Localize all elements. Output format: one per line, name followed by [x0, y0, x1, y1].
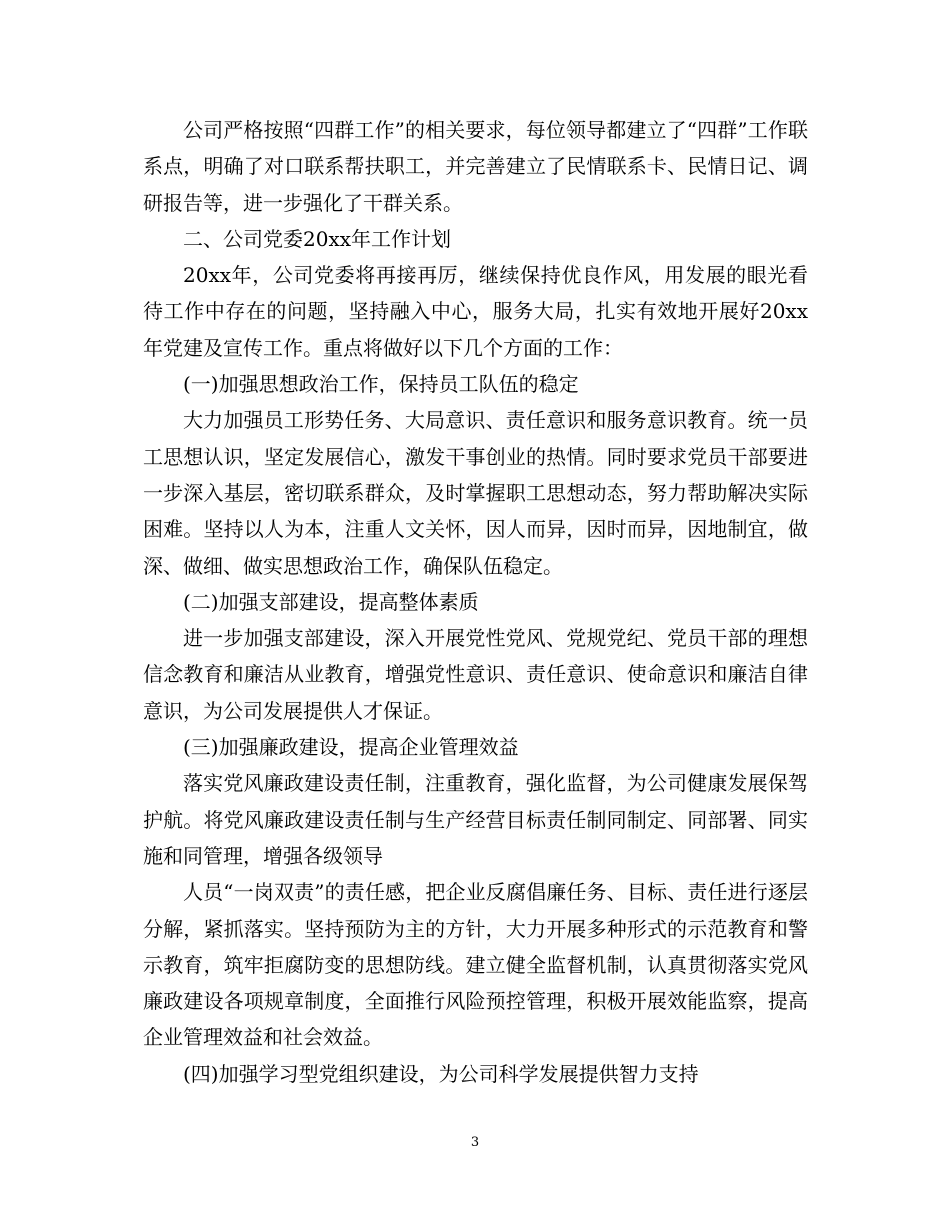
document-body: [143, 112, 808, 1092]
page-number: 3: [470, 1135, 480, 1150]
paragraph-political-work: 大力加强员工形势任务、大局意识、责任意识和服务意识教育。统一员工思想认识，坚定发展信心，激发干事创业的热情。同时要求党员干部要进一步深入基层，密切联系群众，及时掌握职工思想动态，努力帮助解决实际困难。坚持以人为本，注重人文关怀，因人而异，因时而异，因地制宜，做深、做细、做实思想政治工作，确保队伍稳定。: [143, 408, 808, 578]
subheading-clean-governance: (三)加强廉政建设，提高企业管理效益: [183, 735, 519, 760]
paragraph-plan-overview: 20xx年，公司党委将再接再厉，继续保持优良作风，用发展的眼光看待工作中存在的问题，坚持融入中心，服务大局，扎实有效地开展好20xx年党建及宣传工作。重点将做好以下几个方面的工作：: [143, 263, 808, 360]
paragraph-clean-governance: 落实党风廉政建设责任制，注重教育，强化监督，为公司健康发展保驾护航。将党风廉政建设责任制与生产经营目标责任制同制定、同部署、同实施和同管理，增强各级领导: [143, 771, 808, 868]
subheading-learning-organization: (四)加强学习型党组织建设，为公司科学发展提供智力支持: [183, 1061, 699, 1086]
section-heading-work-plan: 二、公司党委20xx年工作计划: [183, 226, 452, 251]
paragraph-dual-responsibility: 人员“一岗双责”的责任感，把企业反腐倡廉任务、目标、责任进行逐层分解，紧抓落实。坚持预防为主的方针，大力开展多种形式的示范教育和警示教育，筑牢拒腐防变的思想防线。建立健全监督机制，认真贯彻落实党风廉政建设各项规章制度，全面推行风险预控管理，积极开展效能监察，提高企业管理效益和社会效益。: [143, 880, 808, 1050]
paragraph-four-groups-contact: 公司严格按照“四群工作”的相关要求，每位领导都建立了“四群”工作联系点，明确了对口联系帮扶职工，并完善建立了民情联系卡、民情日记、调研报告等，进一步强化了干群关系。: [143, 118, 808, 215]
subheading-political-work: (一)加强思想政治工作，保持员工队伍的稳定: [183, 372, 579, 397]
subheading-branch-building: (二)加强支部建设，提高整体素质: [183, 589, 479, 614]
paragraph-branch-building: 进一步加强支部建设，深入开展党性党风、党规党纪、党员干部的理想信念教育和廉洁从业教育，增强党性意识、责任意识、使命意识和廉洁自律意识，为公司发展提供人才保证。: [143, 626, 808, 723]
